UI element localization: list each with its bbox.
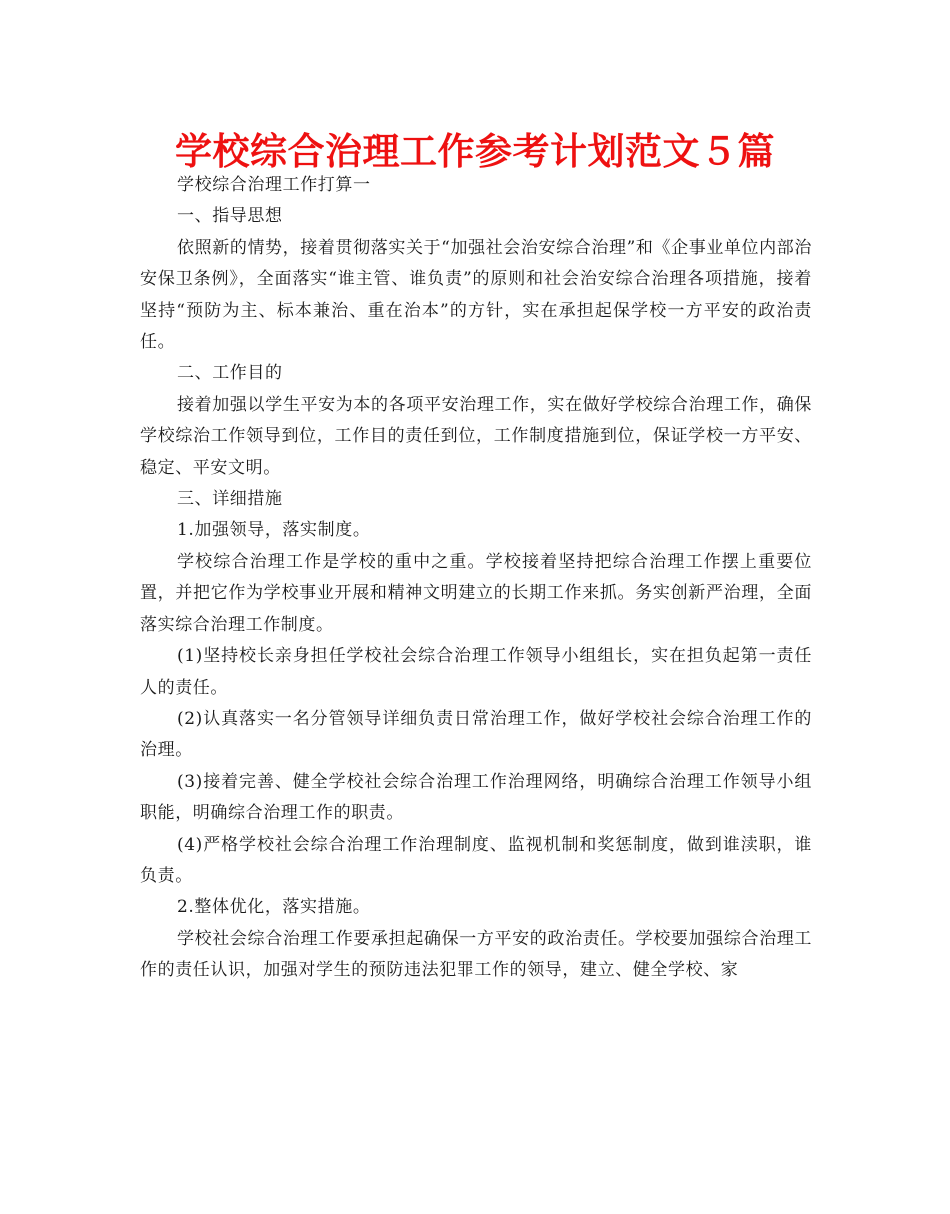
section-heading-specific-measures: 三、详细措施 [177, 489, 283, 510]
list-item: (4)严格学校社会综合治理工作治理制度、监视机制和奖惩制度，做到谁渎职，谁负责。 [140, 834, 812, 886]
section-heading-work-goals: 二、工作目的 [177, 363, 283, 384]
list-item: (1)坚持校长亲身担任学校社会综合治理工作领导小组组长，实在担负起第一责任人的责任。 [140, 646, 812, 698]
list-item: (2)认真落实一名分管领导详细负责日常治理工作，做好学校社会综合治理工作的治理。 [140, 708, 812, 761]
paragraph: 学校社会综合治理工作要承担起确保一方平安的政治责任。学校要加强综合治理工作的责任认识，加强对学生的预防违法犯罪工作的领导，建立、健全学校、家 [140, 928, 812, 981]
document-body [140, 170, 812, 987]
list-item: (3)接着完善、健全学校社会综合治理工作治理网络，明确综合治理工作领导小组职能，明确综合治理工作的职责。 [140, 771, 812, 824]
document-title: 学校综合治理工作参考计划范文５篇 [175, 130, 775, 173]
paragraph: 依照新的情势，接着贯彻落实关于“加强社会治安综合治理”和《企事业单位内部治安保卫条例》，全面落实“谁主管、谁负责”的原则和社会治安综合治理各项措施，接着坚持“预防为主、标本兼治、重在治本”的方针，实在承担起保学校一方平安的政治责任。 [140, 237, 812, 353]
section-heading-guiding-ideology: 一、指导思想 [177, 206, 283, 227]
paragraph: 接着加强以学生平安为本的各项平安治理工作，实在做好学校综合治理工作，确保学校综治工作领导到位，工作目的责任到位，工作制度措施到位，保证学校一方平安、稳定、平安文明。 [140, 394, 812, 478]
paragraph: 学校综合治理工作是学校的重中之重。学校接着坚持把综合治理工作摆上重要位置，并把它作为学校事业开展和精神文明建立的长期工作来抓。务实创新严治理，全面落实综合治理工作制度。 [140, 551, 812, 635]
paragraph-plan-heading: 学校综合治理工作打算一 [177, 175, 371, 195]
subheading: 1.加强领导，落实制度。 [177, 520, 371, 541]
subheading: 2.整体优化，落实措施。 [177, 897, 371, 918]
